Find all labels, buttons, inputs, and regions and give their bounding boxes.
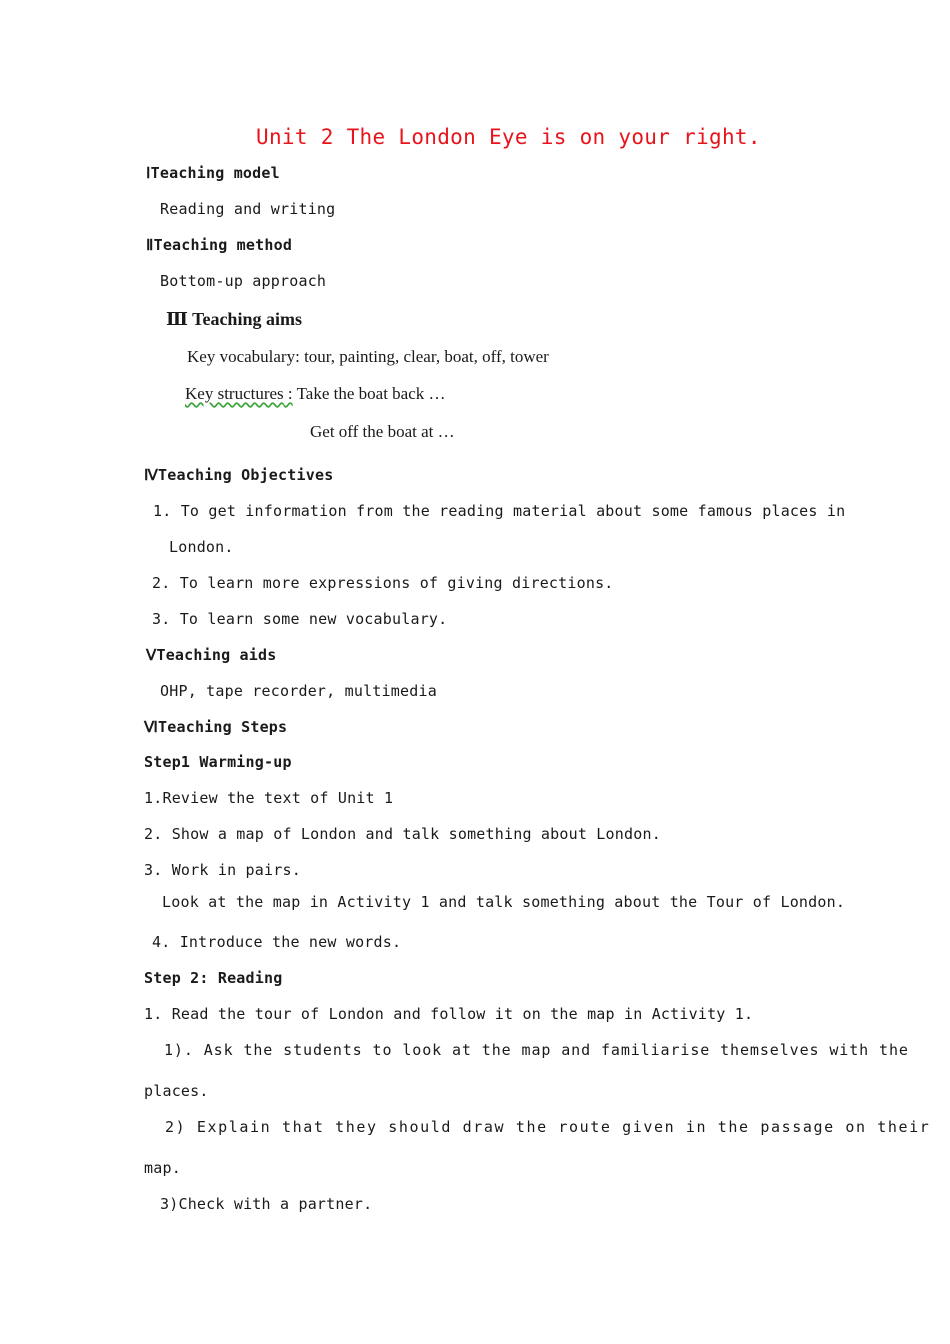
step1-item-4: 4. Introduce the new words. — [152, 933, 402, 951]
page-title: Unit 2 The London Eye is on your right. — [256, 125, 761, 149]
step2-heading: Step 2: Reading — [144, 969, 283, 987]
step1-heading: Step1 Warming-up — [144, 753, 292, 771]
step2-sub-1: 1). Ask the students to look at the map and familiarise themselves with the — [164, 1041, 909, 1059]
aims-heading: Ⅲ Teaching aims — [166, 309, 302, 329]
step2-sub-2: 2) Explain that they should draw the route given in the passage on their — [165, 1118, 931, 1136]
objective-1-cont: London. — [169, 538, 234, 556]
objective-2: 2. To learn more expressions of giving directions. — [152, 574, 614, 592]
objectives-heading: ⅣTeaching Objectives — [144, 466, 334, 484]
step1-item-3: 3. Work in pairs. — [144, 861, 301, 879]
aims-struct-2: Get off the boat at … — [310, 422, 455, 441]
step2-sub-3: 3)Check with a partner. — [160, 1195, 373, 1213]
step1-item-2: 2. Show a map of London and talk something about London. — [144, 825, 661, 843]
objective-1: 1. To get information from the reading material about some famous places in — [153, 502, 846, 520]
step1-item-3-sub: Look at the map in Activity 1 and talk something about the Tour of London. — [162, 893, 846, 911]
method-text: Bottom-up approach — [160, 272, 327, 290]
aims-struct-label: Key structures — [185, 384, 284, 403]
aids-heading: ⅤTeaching aids — [146, 646, 277, 664]
method-heading: ⅡTeaching method — [146, 236, 293, 254]
aims-structures — [185, 384, 446, 404]
aims-vocab-text: tour, painting, clear, boat, off, tower — [299, 347, 549, 366]
aids-text: OHP, tape recorder, multimedia — [160, 682, 437, 700]
aims-struct-colon: : — [283, 384, 293, 403]
model-heading: ⅠTeaching model — [146, 164, 280, 182]
step2-sub-2-cont: map. — [144, 1159, 181, 1177]
aims-struct-1: Take the boat back … — [292, 384, 446, 403]
step1-item-1: 1.Review the text of Unit 1 — [144, 789, 394, 807]
step2-item-1: 1. Read the tour of London and follow it on the map in Activity 1. — [144, 1005, 754, 1023]
aims-vocabulary — [187, 347, 549, 367]
objective-3: 3. To learn some new vocabulary. — [152, 610, 448, 628]
step2-sub-1-cont: places. — [144, 1082, 209, 1100]
steps-heading: ⅥTeaching Steps — [144, 718, 288, 736]
aims-vocab-label: Key vocabulary: — [187, 347, 300, 366]
model-text: Reading and writing — [160, 200, 336, 218]
